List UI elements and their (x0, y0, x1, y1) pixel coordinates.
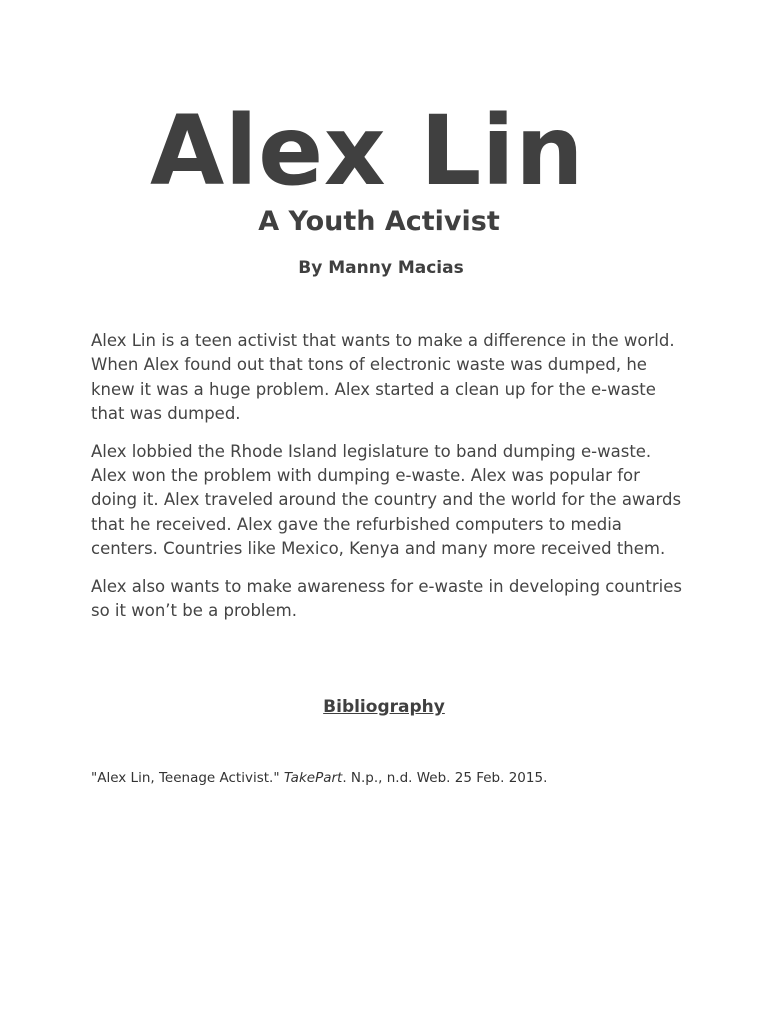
paragraph-2: Alex lobbied the Rhode Island legislature to band dumping e-waste. Alex won the problem with dumping e-waste. Alex was popular for doing it. Alex traveled around the country and the world for the awards that he received. Alex gave the refurbished computers to media centers. Countries like Mexico, Kenya and many more received them. (91, 441, 682, 559)
citation-details: . N.p., n.d. Web. 25 Feb. 2015. (342, 770, 548, 786)
author-byline: By Manny Macias (298, 258, 464, 278)
citation-source: TakePart (283, 770, 343, 786)
document-subtitle: A Youth Activist (258, 206, 500, 237)
bibliography-heading: Bibliography (323, 697, 445, 717)
bibliography-citation (91, 768, 691, 788)
paragraph-3: Alex also wants to make awareness for e-waste in developing countries so it won’t be a problem. (91, 576, 682, 621)
paragraph-1: Alex Lin is a teen activist that wants to make a difference in the world. When Alex found out that tons of electronic waste was dumped, he knew it was a huge problem. Alex started a clean up for the e-waste that was dumped. (91, 331, 675, 424)
body-text (91, 329, 691, 636)
citation-title: "Alex Lin, Teenage Activist." (91, 770, 284, 786)
document-title: Alex Lin (149, 95, 585, 207)
